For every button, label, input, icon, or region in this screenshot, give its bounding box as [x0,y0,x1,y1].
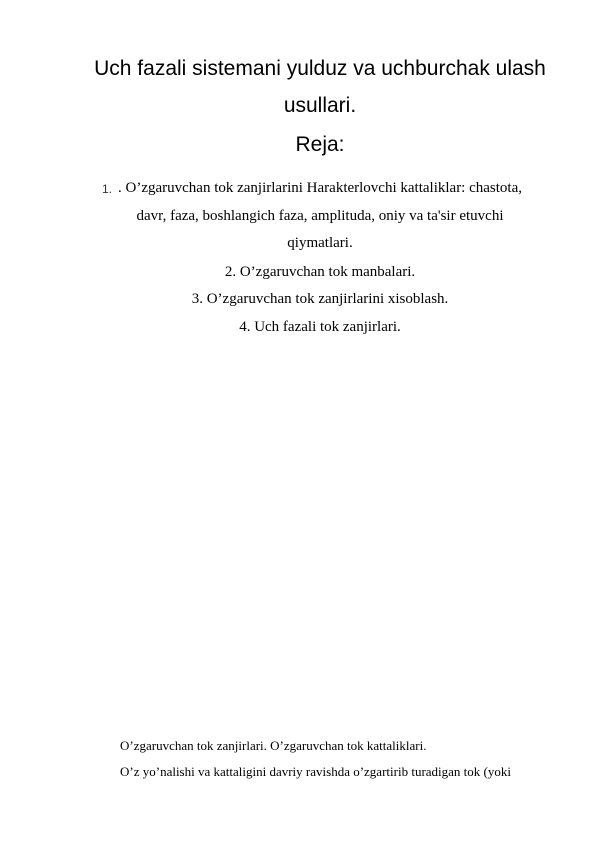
plan-item-1-number: 1. [102,182,113,196]
plan-item-4: 4. Uch fazali tok zanjirlari. [239,319,401,335]
plan-item-1-line-3: qiymatlari. [287,235,353,251]
plan-item-2: 2. O’zgaruvchan tok manbalari. [224,264,416,280]
body-text-line-1: O’zgaruvchan tok zanjirlari. O’zgaruvchan tok kattaliklari. [120,738,427,753]
plan-heading: Reja: [295,133,345,156]
document-title-line-1: Uch fazali sistemani yulduz va uchburchak ulash [94,57,546,80]
document-title-line-2: usullari. [283,94,357,117]
body-text-line-2: O’z yo’nalishi va kattaligini davriy ravishda o’zgartirib turadigan tok (yoki [120,764,511,779]
plan-item-1-line-2: davr, faza, boshlangich faza, amplituda, oniy va ta'sir etuvchi [136,208,504,224]
plan-item-1-line-1: . O’zgaruvchan tok zanjirlarini Harakterlovchi kattaliklar: chastota, [118,180,522,196]
plan-item-3: 3. O’zgaruvchan tok zanjirlarini xisoblash. [191,291,449,307]
